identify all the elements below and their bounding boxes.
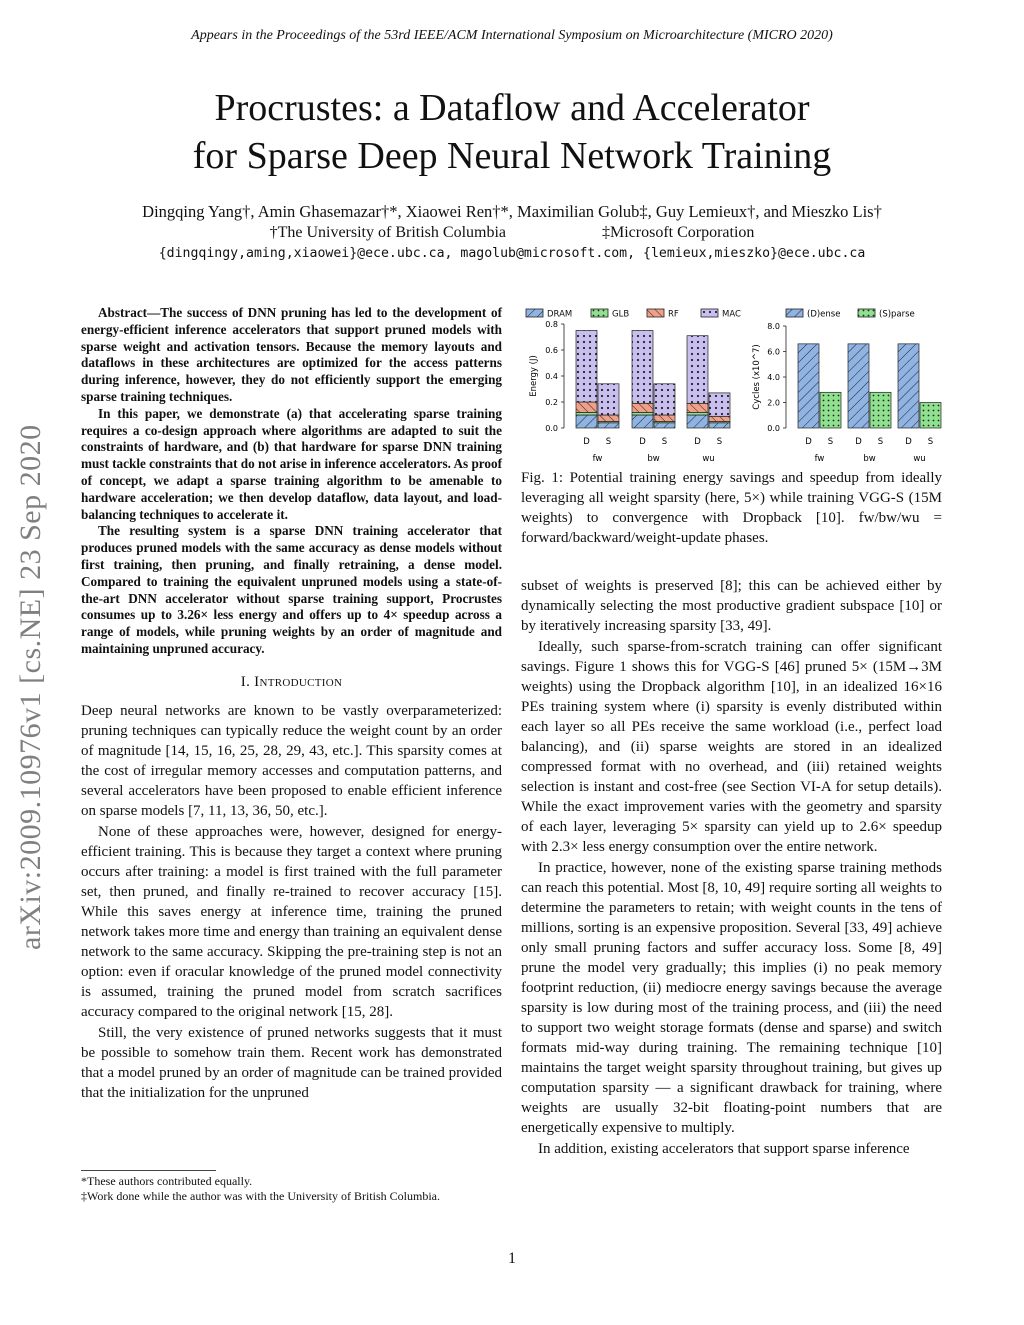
cycles-group-label: wu	[913, 454, 926, 463]
affiliation-ubc: †The University of British Columbia	[269, 224, 506, 241]
legend-label-rf: RF	[668, 309, 679, 320]
intro-paragraph-2: None of these approaches were, however, designed for energy-efficient training. This is because they target a context where pruning occurs after training: a model is first trained with the full parameter set, then pruned, and finally re-trained to recover accuracy [15]. While this saves energy at inference time, training the pruned network takes more time and energy than training an equivalent dense network to the same accuracy. Skipping the pre-training step is not an option: even if oracular knowledge of the pruned model connectivity is assumed, training the pruned model from scratch sacrifices accuracy compared to the original network [15, 28].	[81, 823, 502, 1020]
footnote-equal-contribution: *These authors contributed equally.	[81, 1174, 253, 1188]
footnote-rule	[81, 1170, 216, 1171]
figure-1	[521, 303, 945, 463]
right-paragraph-1: subset of weights is preserved [8]; this can be achieved either by dynamically selecting the most productive gradient subspace [10] or by iteratively increasing sparsity [33, 49].	[521, 578, 942, 634]
paper-title	[0, 84, 1024, 180]
energy-y-tick-label: 0.6	[545, 346, 558, 355]
cycles-bar-label: S	[927, 437, 934, 447]
energy-bar-label: D	[694, 437, 701, 447]
arxiv-stamp: arXiv:2009.10976v1 [cs.NE] 23 Sep 2020	[14, 424, 47, 950]
energy-group-label: wu	[702, 454, 715, 463]
energy-bar-wu-D-rf	[687, 403, 708, 412]
legend-label-dram: DRAM	[547, 309, 573, 320]
intro-paragraph-1: Deep neural networks are known to be vastly overparameterized: pruning techniques can typically reduce the weight count by an order of magnitude [14, 15, 16, 25, 28, 29, 43, etc.]. This sparsity comes at the cost of irregular memory accesses and computation patterns, and several accelerators have been proposed to enable efficient inference on sparse models [7, 11, 13, 36, 50, etc.].	[81, 702, 502, 819]
affiliation-microsoft: ‡Microsoft Corporation	[602, 224, 755, 241]
abstract-paragraph-1: Abstract—The success of DNN pruning has led to the development of energy-efficient inference accelerators that support pruned models with sparse weight and activation tensors. Because the memory layouts and dataflows in these architectures are optimized for the access patterns during inference, however, they do not efficiently support the emerging sparse training techniques.	[81, 305, 502, 404]
energy-bar-fw-D-glb	[576, 412, 597, 415]
intro-paragraph-3: Still, the very existence of pruned networks suggests that it must be possible to somehow train them. Recent work has demonstrated that a model pruned by an order of magnitude can be trained provided that the initialization for the unpruned	[81, 1024, 502, 1101]
energy-bar-fw-S-rf	[598, 415, 619, 422]
energy-bar-wu-D-mac	[687, 336, 708, 404]
right-column	[521, 576, 942, 1160]
legend-swatch-sparse	[858, 309, 875, 317]
legend-swatch-mac	[701, 309, 718, 317]
energy-y-tick-label: 0.8	[545, 320, 558, 329]
left-column	[81, 305, 502, 1104]
abstract-paragraph-2: In this paper, we demonstrate (a) that accelerating sparse training requires a co-design approach where algorithms are adapted to suit the constraints of hardware, and (b) that hardware for sparse DNN training must tackle constraints that do not arise in inference accelerators. As proof of concept, we adapt a sparse training algorithm to be amenable to hardware acceleration; we then develop dataflow, data layout, and load-balancing techniques to accelerate it.	[81, 405, 502, 522]
cycles-bar-fw-dense	[798, 344, 819, 428]
energy-bar-bw-D-dram	[632, 415, 653, 428]
figure-1-charts	[521, 303, 945, 463]
energy-bar-bw-D-mac	[632, 331, 653, 404]
energy-bar-fw-D-dram	[576, 415, 597, 428]
legend-swatch-rf	[647, 309, 664, 317]
legend-swatch-glb	[591, 309, 608, 317]
cycles-y-tick-label: 4.0	[767, 373, 780, 382]
legend-label-dense: (D)ense	[807, 309, 841, 320]
figure-1-caption: Fig. 1: Potential training energy savings and speedup from ideally leveraging all weight sparsity (here, 5×) while training VGG-S (15M weights) to convergence with Dropback [10]. fw/bw/wu = forward/backward/weight-update phases.	[521, 470, 942, 546]
energy-bar-bw-S-rf	[654, 415, 675, 422]
right-paragraph-3: In practice, however, none of the existing sparse training methods can reach this potential. Most [8, 10, 49] require sorting all weights to determine the parameters to retain; with weight counts in the tens of millions, sorting is an expensive proposition. Several [33, 49] achieve only small pruning factors and suffer accuracy loss. Some [8, 49] prune the model very gradually; this implies (i) no peak memory footprint reduction, (ii) mediocre energy savings because the average sparsity is low during most of the training process, and (iii) the need to support two weight storage formats (dense and sparse) and switch formats mid-way during training. The remaining technique [10] maintains the target weight sparsity throughout training, but gives up computation sparsity — a significant drawback for training, where weights are usually 32-bit floating-point numbers that are energetically expensive to multiply.	[521, 860, 942, 1136]
energy-y-tick-label: 0.2	[545, 398, 558, 407]
energy-y-tick-label: 0.4	[545, 372, 558, 381]
energy-bar-label: S	[605, 437, 612, 447]
energy-chart	[526, 309, 741, 463]
energy-group-label: fw	[592, 454, 603, 463]
energy-group-label: bw	[647, 454, 660, 463]
cycles-bar-label: D	[905, 437, 912, 447]
energy-bar-label: S	[661, 437, 668, 447]
energy-y-axis-label: Energy (J)	[529, 355, 539, 397]
author-emails: {dingqingy,aming,xiaowei}@ece.ubc.ca, magolub@microsoft.com, {lemieux,mieszko}@ece.ubc.ca	[158, 246, 866, 261]
page-number: 1	[508, 1250, 516, 1267]
cycles-bar-wu-dense	[898, 344, 919, 428]
energy-bar-fw-D-mac	[576, 331, 597, 403]
energy-bar-label: D	[639, 437, 646, 447]
energy-bar-fw-S-dram	[598, 423, 619, 428]
cycles-bar-label: S	[877, 437, 884, 447]
energy-bar-wu-S-dram	[709, 423, 730, 428]
legend-swatch-dram	[526, 309, 543, 317]
cycles-bar-wu-sparse	[920, 403, 941, 429]
cycles-y-tick-label: 2.0	[767, 398, 780, 408]
energy-bar-wu-S-mac	[709, 393, 730, 416]
energy-bar-fw-S-mac	[598, 384, 619, 415]
title-line-1: Procrustes: a Dataflow and Accelerator	[214, 87, 810, 129]
energy-y-tick-label: 0.0	[545, 424, 558, 433]
energy-bar-wu-S-rf	[709, 416, 730, 421]
title-line-2: for Sparse Deep Neural Network Training	[192, 135, 832, 177]
cycles-y-tick-label: 8.0	[767, 322, 780, 331]
right-paragraph-4: In addition, existing accelerators that support sparse inference	[538, 1141, 910, 1157]
right-paragraph-2: Ideally, such sparse-from-scratch training can offer significant savings. Figure 1 shows this for VGG-S [46] pruned 5× (15M→3M weights) using the Dropback algorithm [10], in an idealized 16×16 PEs training system where (i) sparsity is evenly distributed within each layer so all PEs receive the same workload (i.e., perfect load balancing), and (ii) sparse weights are stored in an idealized compressed format with no overhead, and (iii) retained weights selection is instant and cost-free (see Section VI-A for setup details). While the exact improvement varies with the geometry and sparsity of each layer, leveraging 5× sparsity can yield up to 2.6× speedup with 2.3× less energy consumption over the entire network.	[521, 639, 942, 855]
energy-bar-bw-D-rf	[632, 403, 653, 412]
legend-label-glb: GLB	[612, 309, 630, 320]
energy-bar-fw-D-rf	[576, 402, 597, 412]
legend-label-sparse: (S)parse	[879, 309, 915, 320]
legend-swatch-dense	[786, 309, 803, 317]
energy-bar-bw-D-glb	[632, 412, 653, 415]
section-heading-introduction: I. Introduction	[240, 673, 343, 690]
cycles-bar-bw-dense	[848, 344, 869, 428]
cycles-group-label: bw	[863, 454, 876, 463]
legend-label-mac: MAC	[722, 309, 741, 320]
cycles-bar-label: D	[805, 437, 812, 447]
abstract	[81, 305, 502, 658]
cycles-y-axis-label: Cycles (x10^7)	[752, 344, 762, 410]
cycles-chart	[752, 309, 941, 463]
cycles-group-label: fw	[814, 454, 825, 463]
cycles-bar-label: D	[855, 437, 862, 447]
footnotes	[81, 1170, 502, 1204]
cycles-bar-bw-sparse	[870, 392, 891, 428]
energy-bar-wu-D-dram	[687, 415, 708, 428]
proceedings-note: Appears in the Proceedings of the 53rd IEEE/ACM International Symposium on Microarchitecture (MICRO 2020)	[191, 28, 833, 43]
energy-bar-label: D	[583, 437, 590, 447]
author-list: Dingqing Yang†, Amin Ghasemazar†*, Xiaowei Ren†*, Maximilian Golub‡, Guy Lemieux†, and Mieszko Lis†	[142, 202, 882, 221]
cycles-y-tick-label: 0.0	[767, 424, 780, 433]
cycles-bar-label: S	[827, 437, 834, 447]
cycles-bar-fw-sparse	[820, 392, 841, 428]
affiliations	[0, 224, 1024, 242]
energy-bar-bw-S-dram	[654, 423, 675, 428]
energy-bar-label: S	[716, 437, 723, 447]
energy-bar-wu-D-glb	[687, 412, 708, 415]
footnote-ubc-work: ‡Work done while the author was with the University of British Columbia.	[81, 1189, 440, 1203]
abstract-paragraph-3: The resulting system is a sparse DNN training accelerator that produces pruned models with the same accuracy as dense models without first training, then pruning, and finally retraining, a dense model. Compared to training the equivalent unpruned models using a state-of-the-art DNN accelerator without sparse training support, Procrustes consumes up to 3.26× less energy and offers up to 4× speedup across a range of models, while pruning weights by an order of magnitude and maintaining unpruned accuracy.	[81, 523, 502, 656]
energy-bar-bw-S-mac	[654, 384, 675, 415]
cycles-y-tick-label: 6.0	[767, 347, 780, 357]
